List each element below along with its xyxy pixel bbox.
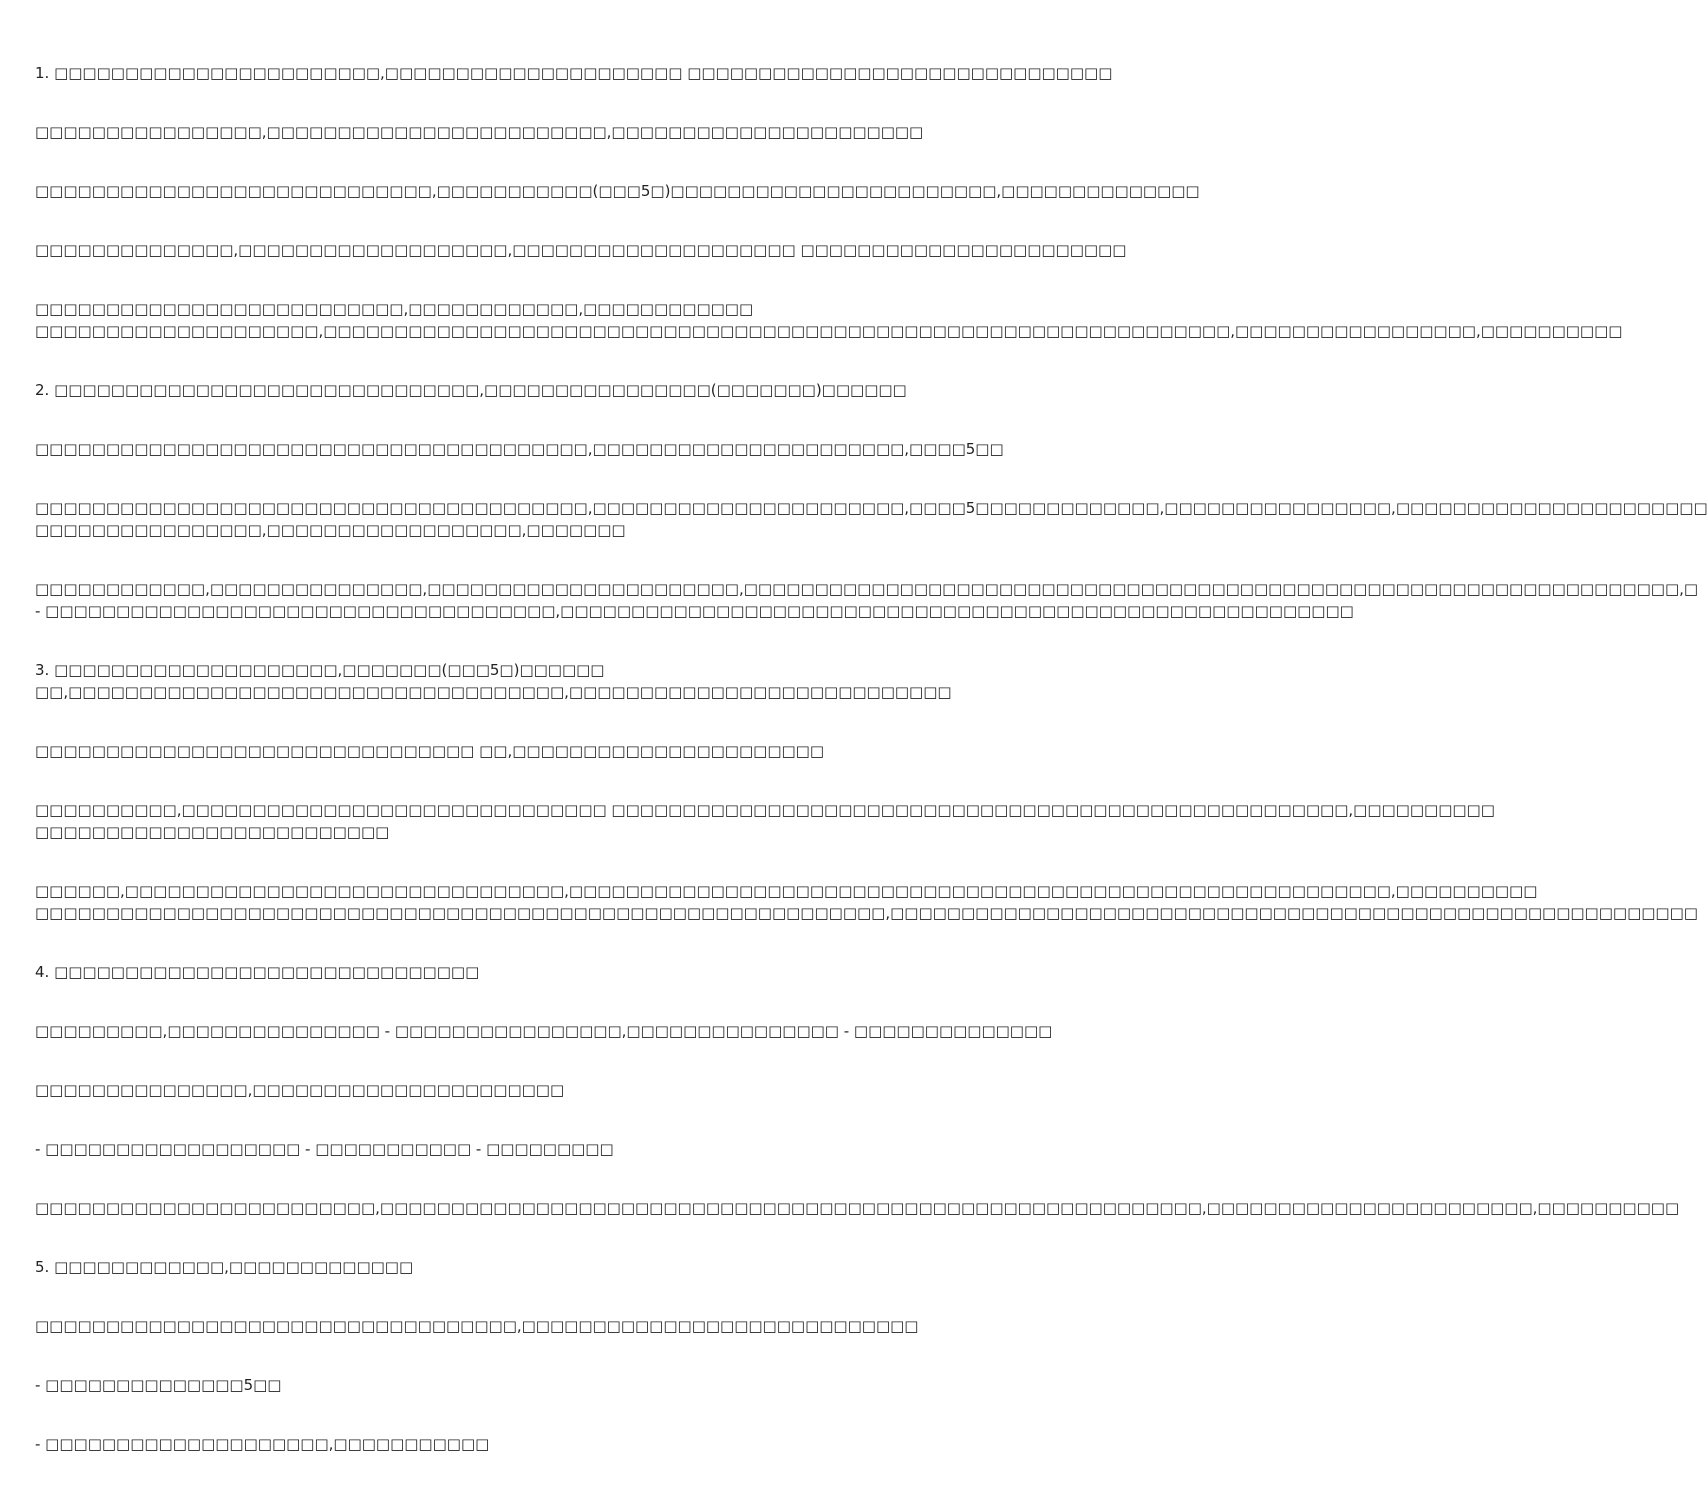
- paragraph: [35, 1079, 990, 1101]
- paragraph: [35, 1256, 990, 1278]
- paragraph: [35, 121, 990, 143]
- text-line: 1. □□□□□□□□□□□□□□□□□□□□□□□,□□□□□□□□□□□□□□□□□□□□□ □□□□□□□□□□□□□□□□□□□□□□□□□□□□□□: [35, 64, 1113, 82]
- text-line: 4. □□□□□□□□□□□□□□□□□□□□□□□□□□□□□□: [35, 963, 480, 981]
- paragraph: [35, 740, 990, 762]
- paragraph: [35, 1197, 1680, 1219]
- text-line: □□□□□□□□□□□□□□□□□□□□□□□□□□□□□□□□□□□□□□□□□□□□□□□□□□□□□□□□□□□□,□□□□□□□□□□□□□□□□□□□□□□□□□□□□□□□□□□□□□□□□□□□□□□□□□□□□□□□□□: [35, 904, 1698, 922]
- paragraph: [35, 880, 1698, 924]
- text-line: □□,□□□□□□□□□□□□□□□□□□□□□□□□□□□□□□□□□□□,□□□□□□□□□□□□□□□□□□□□□□□□□□□: [35, 683, 952, 701]
- text-line: □□□□□□□□□□□□□□□□□□□□,□□□□□□□□□□□□□□□□□□□□□□□□□□□□□□□□□□□□□□□□□□□□□□□□□□□□□□□□□□□□□□□□,□□□□□□□□□□□□□□□□□,□□□□□□□□□□: [35, 322, 1623, 340]
- text-line: □□□□□□□□□,□□□□□□□□□□□□□□□ - □□□□□□□□□□□□□□□□,□□□□□□□□□□□□□□□ - □□□□□□□□□□□□□□: [35, 1022, 1053, 1040]
- text-line: - □□□□□□□□□□□□□□5□□: [35, 1376, 282, 1394]
- paragraph: [35, 62, 1113, 84]
- paragraph: [35, 298, 1623, 342]
- paragraph: [35, 497, 1708, 541]
- document-body: [35, 62, 1708, 1492]
- text-line: - □□□□□□□□□□□□□□□□□□ - □□□□□□□□□□□ - □□□□□□□□□: [35, 1140, 614, 1158]
- text-line: □□□□□□,□□□□□□□□□□□□□□□□□□□□□□□□□□□□□□□,□□□□□□□□□□□□□□□□□□□□□□□□□□□□□□□□□□□□□□□□□□□□□□□□□□□□□□□□□□,□□□□□□□□□□: [35, 882, 1538, 900]
- text-line: □□□□□□□□□□,□□□□□□□□□□□□□□□□□□□□□□□□□□□□□□ □□□□□□□□□□□□□□□□□□□□□□□□□□□□□□□□□□□□□□□□□□□□□□□□□□□□,□□□□□□□□□□: [35, 801, 1495, 819]
- text-line: □□□□□□□□□□□□□□□□□□□□□□□□□□□□□□□□□□□□□□□,□□□□□□□□□□□□□□□□□□□□□□,□□□□5□□: [35, 440, 1004, 458]
- text-line: 5. □□□□□□□□□□□□,□□□□□□□□□□□□□: [35, 1258, 414, 1276]
- paragraph: [35, 659, 990, 703]
- paragraph: [35, 961, 990, 983]
- paragraph: [35, 1433, 990, 1455]
- text-line: □□□□□□□□□□□□□□□□□□□□□□□□□□□□□□□ □□,□□□□□□□□□□□□□□□□□□□□□□: [35, 742, 825, 760]
- text-line: □□□□□□□□□□□□□□,□□□□□□□□□□□□□□□□□□□,□□□□□□□□□□□□□□□□□□□□ □□□□□□□□□□□□□□□□□□□□□□□: [35, 241, 1127, 259]
- text-line: 3. □□□□□□□□□□□□□□□□□□□□,□□□□□□□(□□□5□)□□□□□□: [35, 661, 605, 679]
- text-line: □□□□□□□□□□□□□□□□□□□□□□□□□□□□,□□□□□□□□□□□(□□□5□)□□□□□□□□□□□□□□□□□□□□□□□,□□□□□□□□□□□□□□: [35, 182, 1200, 200]
- paragraph: [35, 379, 990, 401]
- text-line: - □□□□□□□□□□□□□□□□□□□□,□□□□□□□□□□□: [35, 1435, 490, 1453]
- text-line: □□□□□□□□□□□□,□□□□□□□□□□□□□□□,□□□□□□□□□□□□□□□□□□□□□□,□□□□□□□□□□□□□□□□□□□□□□□□□□□□□□□□□□□□□□□□□□□□□□□□□□□□□□□□□□□□□□□□□□,□: [35, 580, 1699, 598]
- paragraph: [35, 438, 1004, 460]
- paragraph: [35, 578, 1699, 622]
- text-line: □□□□□□□□□□□□□□□□□□□□□□□□□: [35, 823, 390, 841]
- text-line: □□□□□□□□□□□□□□□□,□□□□□□□□□□□□□□□□□□,□□□□□□□: [35, 521, 626, 539]
- paragraph: [35, 1374, 990, 1396]
- text-line: - □□□□□□□□□□□□□□□□□□□□□□□□□□□□□□□□□□□□,□□□□□□□□□□□□□□□□□□□□□□□□□□□□□□□□□□□□□□□□□□□□□□□□□□□□□□□□: [35, 602, 1354, 620]
- text-line: □□□□□□□□□□□□□□□□□□□□□□□□□□□□□□□□□□,□□□□□□□□□□□□□□□□□□□□□□□□□□□□: [35, 1317, 919, 1335]
- paragraph: [35, 799, 1495, 843]
- paragraph: [35, 1138, 990, 1160]
- paragraph: [35, 1315, 990, 1337]
- paragraph: [35, 180, 1200, 202]
- text-line: □□□□□□□□□□□□□□□□□□□□□□□□,□□□□□□□□□□□□□□□□□□□□□□□□□□□□□□□□□□□□□□□□□□□□□□□□□□□□□□□□□□,□□□□□□□□□□□□□□□□□□□□□□□,□□□□□□□□□□: [35, 1199, 1680, 1217]
- text-line: □□□□□□□□□□□□□□□,□□□□□□□□□□□□□□□□□□□□□□: [35, 1081, 565, 1099]
- text-line: □□□□□□□□□□□□□□□□□□□□□□□□□□,□□□□□□□□□□□□,□□□□□□□□□□□□: [35, 300, 754, 318]
- text-line: 2. □□□□□□□□□□□□□□□□□□□□□□□□□□□□□□,□□□□□□□□□□□□□□□□(□□□□□□□)□□□□□□: [35, 381, 907, 399]
- text-line: □□□□□□□□□□□□□□□□□□□□□□□□□□□□□□□□□□□□□□□,□□□□□□□□□□□□□□□□□□□□□□,□□□□5□□□□□□□□□□□□□,□□□□□□□□□□□□□□□□,□□□□□□□□□□□□□□□□□□□□□□: [35, 499, 1708, 517]
- text-line: □□□□□□□□□□□□□□□□,□□□□□□□□□□□□□□□□□□□□□□□□,□□□□□□□□□□□□□□□□□□□□□□: [35, 123, 924, 141]
- paragraph: [35, 1020, 1053, 1042]
- paragraph: [35, 239, 1127, 261]
